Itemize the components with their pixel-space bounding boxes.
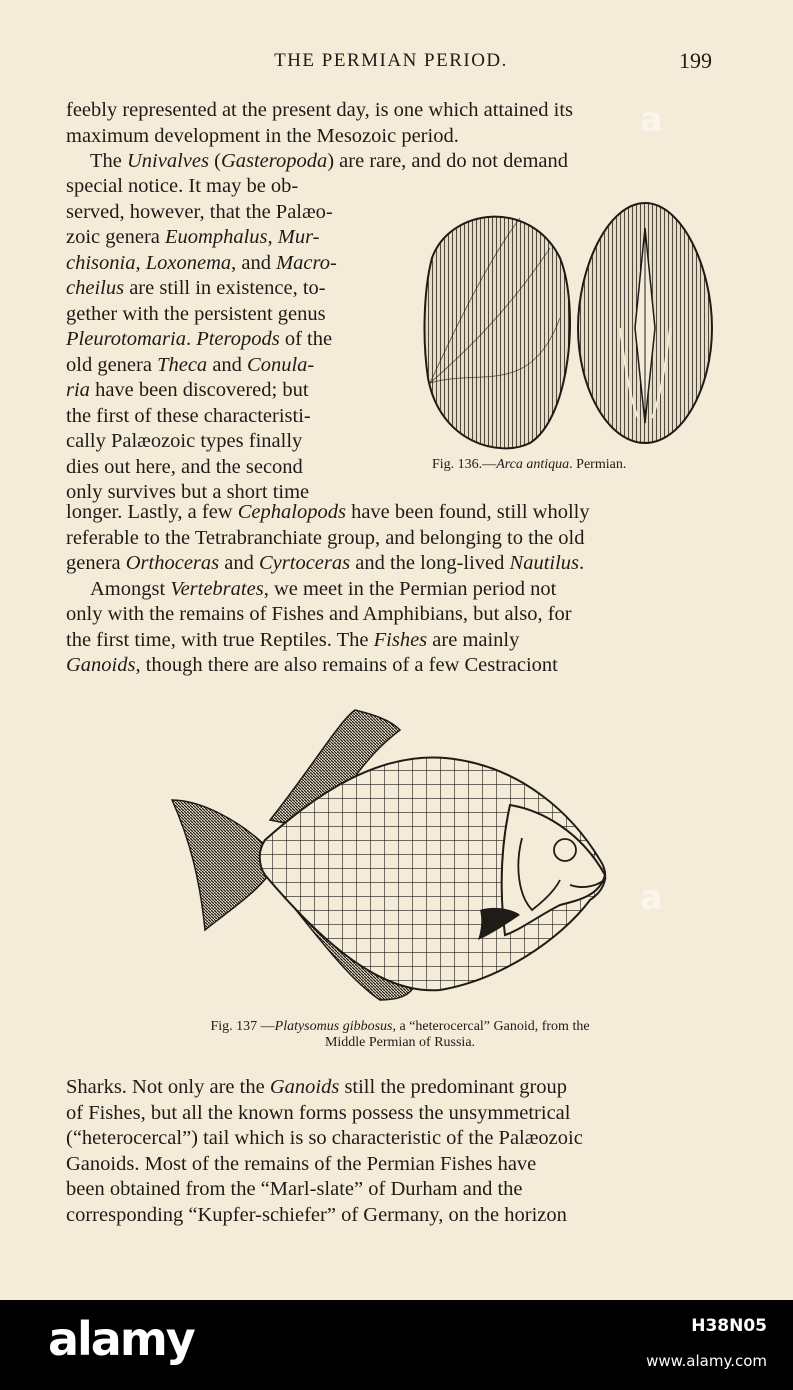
text-line: gether with the persistent genus	[66, 302, 326, 325]
watermark-overlay: a	[640, 878, 663, 918]
text-line: the first time, with true Reptiles. The Fishes are mainly	[66, 628, 520, 651]
text-line: corresponding “Kupfer-schiefer” of Germany, on the horizon	[66, 1203, 567, 1226]
page-header	[66, 50, 716, 80]
text-line: zoic genera Euomphalus, Mur-	[66, 226, 320, 248]
text-line: special notice. It may be ob-	[66, 175, 299, 197]
caption-line: Fig. 137 —Platysomus gibbosus, a “heterocercal” Ganoid, from the	[210, 1019, 590, 1034]
text-line: served, however, that the Palæo-	[66, 200, 333, 223]
text-line: Pleurotomaria. Pteropods of the	[66, 328, 333, 350]
text-line: Ganoids. Most of the remains of the Permian Fishes have	[66, 1152, 537, 1175]
text-line: (“heterocercal”) tail which is so characteristic of the Palæozoic	[66, 1127, 583, 1149]
text-line: maximum development in the Mesozoic period.	[66, 124, 459, 147]
shell-hinge-view	[578, 203, 712, 443]
text-line: The Univalves (Gasteropoda) are rare, and do not demand	[90, 150, 568, 172]
image-id: H38N05	[691, 1316, 767, 1336]
text-line: been obtained from the “Marl-slate” of Durham and the	[66, 1178, 523, 1200]
tail-fin	[172, 800, 272, 930]
text-line: ria have been discovered; but	[66, 379, 309, 401]
caption-line: Middle Permian of Russia.	[324, 1035, 476, 1050]
text-line: Amongst Vertebrates, we meet in the Permian period not	[90, 577, 557, 600]
text-line: longer. Lastly, a few Cephalopods have been found, still wholly	[66, 501, 590, 523]
watermark-url: www.alamy.com	[646, 1352, 767, 1370]
paragraph-2-continued	[66, 500, 716, 679]
text-line: chisonia, Loxonema, and Macro-	[66, 251, 337, 274]
text-line: Sharks. Not only are the Ganoids still the predominant group	[66, 1076, 568, 1098]
running-head: THE PERMIAN PERIOD.	[274, 50, 508, 71]
text-line: the first of these characteristi-	[66, 404, 311, 427]
paragraph-4	[66, 1075, 716, 1228]
text-line: of Fishes, but all the known forms possess the unsymmetrical	[66, 1101, 571, 1124]
shell-exterior-view	[425, 217, 570, 449]
text-line: feebly represented at the present day, is one which attained its	[66, 99, 573, 121]
alamy-logo: alamy	[48, 1312, 194, 1366]
figure-136-caption: Fig. 136.—Arca antiqua. Permian.	[432, 457, 627, 472]
figure-137-platysomus-gibbosus	[160, 700, 630, 1020]
watermark-overlay: a	[640, 100, 663, 140]
text-line: referable to the Tetrabranchiate group, and belonging to the old	[66, 526, 585, 549]
text-line: cally Palæozoic types finally	[66, 430, 303, 452]
paragraph-1	[66, 98, 716, 175]
fish-eye	[554, 839, 576, 861]
page-number: 199	[679, 48, 712, 73]
text-line: dies out here, and the second	[66, 455, 303, 478]
text-line: cheilus are still in existence, to-	[66, 277, 326, 299]
text-line: only survives but a short time	[66, 481, 310, 503]
paragraph-2-narrow	[66, 174, 394, 506]
text-line: only with the remains of Fishes and Amphibians, but also, for	[66, 603, 572, 625]
text-line: old genera Theca and Conula-	[66, 353, 315, 376]
text-line: Ganoids, though there are also remains of a few Cestraciont	[66, 654, 558, 676]
figure-137-caption	[100, 1019, 700, 1051]
text-line: genera Orthoceras and Cyrtoceras and the long-lived Nautilus.	[66, 552, 585, 574]
figure-136-arca-antiqua	[420, 198, 720, 458]
